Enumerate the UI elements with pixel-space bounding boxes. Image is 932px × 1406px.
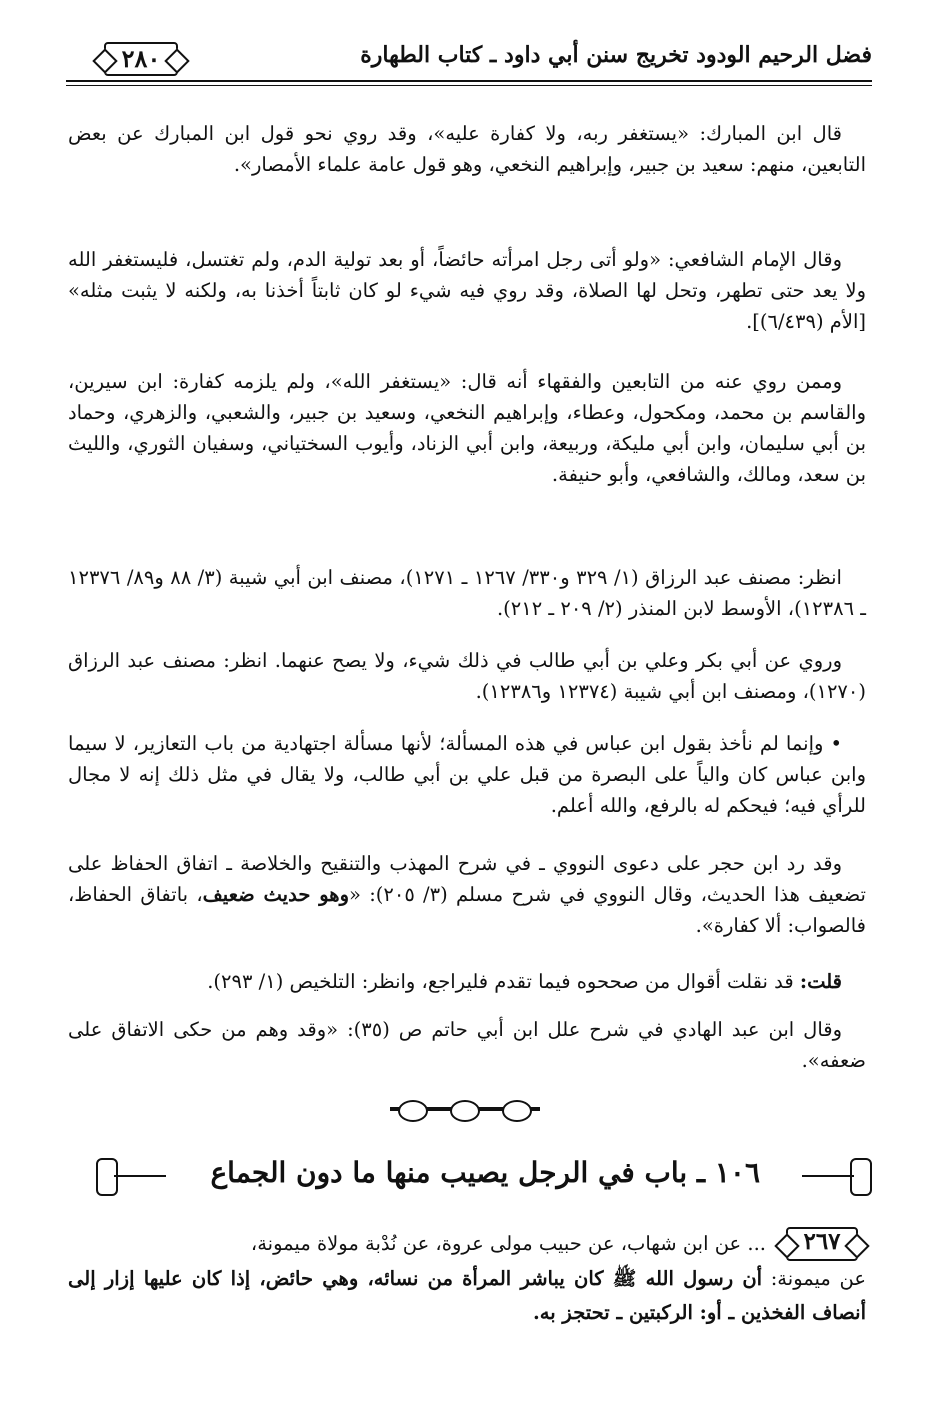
header-rule: [66, 80, 872, 82]
paragraph-ibn-hajar-bold: وهو حديث ضعيف: [202, 883, 349, 906]
paragraph-abu-bakr-ali: وروي عن أبي بكر وعلي بن أبي طالب في ذلك شيء، ولا يصح عنهما. انظر: مصنف عبد الرزاق (١٢٧٠)، ومصنف ابن أبي شيبة (١٢٣٧٤ و١٢٣٨٦).: [68, 649, 866, 703]
paragraph-tabiin: وممن روي عنه من التابعين والفقهاء أنه قال: «يستغفر الله»، ولم يلزمه كفارة: ابن سيرين، والقاسم بن محمد، ومكحول، وعطاء، وإبراهيم النخعي، وسعيد بن جبير، والشعبي، والزهري، وحماد بن أبي سليمان، وابن أبي مليكة، وربيعة، وابن أبي الزناد، وأيوب السختياني، وسفيان الثوري، والليث بن سعد، ومالك، والشافعي، وأبو حنيفة.: [68, 370, 866, 486]
hadith-isnad-rest: عن ميمونة:: [762, 1267, 866, 1290]
hadith-body: [68, 1262, 866, 1330]
heading-bracket-left-icon: [96, 1154, 166, 1198]
paragraph-references: انظر: مصنف عبد الرزاق (١/ ٣٢٩ و٣٣٠/ ١٢٦٧ ـ ١٢٧١)، مصنف ابن أبي شيبة (٣/ ٨٨ و٨٩/ ١٢٣٧٦ ـ ١٢٣٨٦)، الأوسط لابن المنذر (٢/ ٢٠٩ ـ ٢١٢).: [68, 566, 866, 620]
ornament-flower-icon: [502, 1100, 532, 1122]
paragraph-ibn-abd-al-hadi: وقال ابن عبد الهادي في شرح علل ابن أبي حاتم ص (٣٥): «وقد وهم من حكى الاتفاق على ضعفه».: [68, 1018, 866, 1072]
page-number: ٢٨٠: [121, 44, 161, 73]
paragraph-qultu: [68, 966, 866, 997]
paragraph-ibn-hajar: [68, 848, 866, 941]
hadith-number: ٢٦٧: [803, 1228, 841, 1255]
section-ornament: [390, 1098, 540, 1120]
heading-bracket-right-icon: [802, 1154, 872, 1198]
paragraph-ibn-hajar-text: وقد رد ابن حجر على دعوى النووي ـ في شرح المهذب والتنقيح والخلاصة ـ اتفاق الحفاظ على تضعيف هذا الحديث، وقال النووي في شرح مسلم (٣/ ٢٠٥): «: [68, 852, 866, 906]
paragraph-shafii: وقال الإمام الشافعي: «ولو أتى رجل امرأته حائضاً، أو بعد تولية الدم، ولم تغتسل، فليستغفر الله ولا يعد حتى تطهر، وتحل لها الصلاة، وقد روي فيه شيء لو كان ثابتاً أخذنا به، ولكنه لا يثبت مثله» [الأم (٦/٤٣٩)].: [68, 248, 866, 333]
qultu-label: قلت:: [799, 970, 842, 993]
paragraph-ibn-abbas: • وإنما لم نأخذ بقول ابن عباس في هذه المسألة؛ لأنها مسألة اجتهادية من باب التعازير، لا سيما وابن عباس كان والياً على البصرة من قبل علي بن أبي طالب، ولا يقال في مثل ذلك إنه لا مجال للرأي فيه؛ فيحكم له بالرفع، والله أعلم.: [68, 732, 866, 817]
running-header-title: فضل الرحيم الودود تخريج سنن أبي داود ـ كتاب الطهارة: [360, 42, 872, 68]
hadith-matn: أن رسول الله ﷺ كان يباشر المرأة من نسائه، وهي حائض، إذا كان عليها إزار إلى أنصاف الفخذين ـ أو: الركبتين ـ تحتجز به.: [68, 1267, 866, 1324]
paragraph-ibn-hajar-end: ، باتفاق الحفاظ، فالصواب: ألا كفارة».: [68, 883, 866, 937]
chapter-heading: [96, 1148, 872, 1208]
hadith-number-badge: [778, 1225, 866, 1263]
chapter-title: ١٠٦ ـ باب في الرجل يصيب منها ما دون الجماع: [210, 1156, 760, 1189]
ornament-flower-icon: [450, 1100, 480, 1122]
paragraph-ibn-mubarak: قال ابن المبارك: «يستغفر ربه، ولا كفارة عليه»، وقد روي نحو قول ابن المبارك عن بعض التابعين، منهم: سعيد بن جبير، وإبراهيم النخعي، وهو قول عامة علماء الأمصار».: [68, 122, 866, 176]
qultu-text: قد نقلت أقوال من صححوه فيما تقدم فليراجع، وانظر: التلخيص (١/ ٢٩٣).: [207, 970, 800, 993]
ornament-flower-icon: [398, 1100, 428, 1122]
header-rule-thin: [66, 85, 872, 86]
hadith-isnad-first-line: ... عن ابن شهاب، عن حبيب مولى عروة، عن نُدْبة مولاة ميمونة،: [250, 1232, 766, 1255]
page-number-badge: [92, 40, 190, 78]
